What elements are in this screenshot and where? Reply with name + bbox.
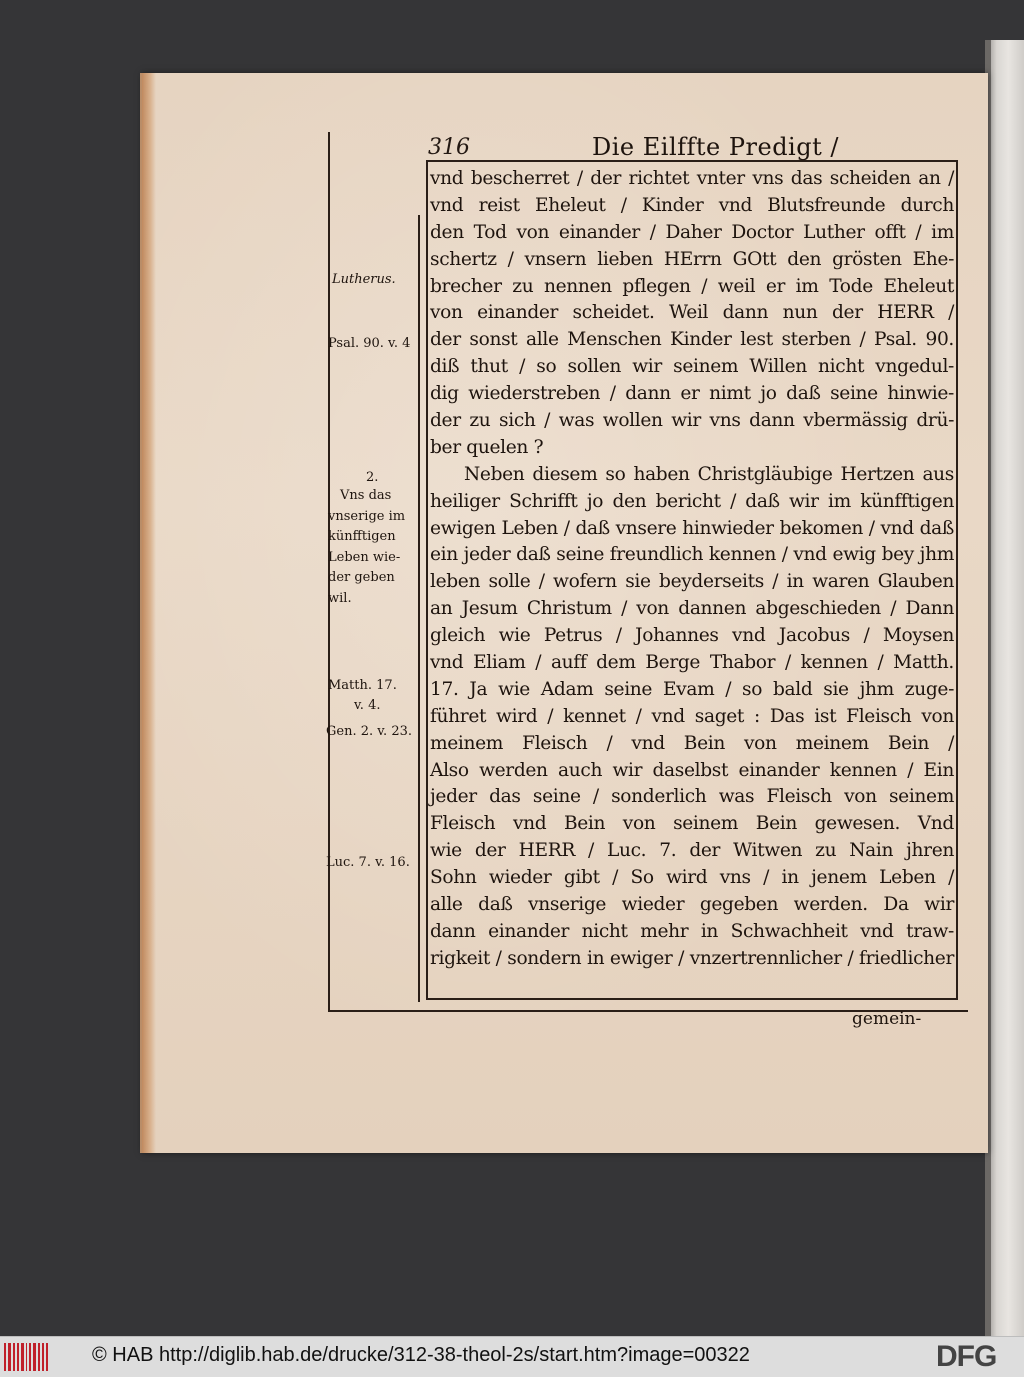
text-line: an Jesum Christum / von dannen abgeschieden / Dann bbox=[430, 598, 954, 620]
text-line: der zu sich / was wollen wir vns dann vbermässig drü- bbox=[430, 410, 954, 432]
text-line: Also werden auch wir daselbst einander kennen / Ein bbox=[430, 759, 954, 781]
text-line: dig wiederstreben / dann er nimt jo daß seine hinwie- bbox=[430, 383, 954, 405]
margin-note-lutherus: Lutherus. bbox=[332, 272, 396, 287]
text-line: vnd reist Eheleut / Kinder vnd Blutsfreunde durch bbox=[430, 194, 954, 216]
page-number: 316 bbox=[428, 135, 470, 160]
text-line: ewigen Leben / daß vnsere hinwieder bekomen / vnd daß bbox=[430, 517, 954, 539]
margin-note-gen: Gen. 2. v. 23. bbox=[326, 724, 412, 739]
text-line: brecher zu nennen pflegen / weil er im Tode Eheleut bbox=[430, 275, 954, 297]
text-line: diß thut / so sollen wir seinem Willen nicht vngedul- bbox=[430, 356, 954, 378]
text-line: leben solle / wofern sie beyderseits / in waren Glauben bbox=[430, 571, 954, 593]
text-line: ber quelen ? bbox=[430, 436, 544, 458]
margin-note-line: künfftigen bbox=[328, 529, 396, 544]
text-line: dann einander nicht mehr in Schwachheit vnd traw- bbox=[430, 920, 954, 942]
text-line: meinem Fleisch / vnd Bein von meinem Bein / bbox=[430, 732, 954, 754]
text-line: Neben diesem so haben Christgläubige Hertzen aus bbox=[464, 463, 954, 485]
copyright-link[interactable]: © HAB http://diglib.hab.de/drucke/312-38-theol-2s/start.htm?image=00322 bbox=[92, 1344, 750, 1366]
text-line: alle daß vnserige wieder gegeben werden. Da wir bbox=[430, 894, 954, 916]
margin-note-psalm: Psal. 90. v. 4 bbox=[328, 336, 411, 351]
margin-note-matth: Matth. 17. bbox=[328, 678, 397, 693]
text-line: vnd Eliam / auff dem Berge Thabor / kennen / Matth. bbox=[430, 652, 954, 674]
running-head: Die Eilffte Predigt / bbox=[592, 133, 839, 161]
text-line: jeder das seine / sonderlich was Fleisch von seinem bbox=[430, 786, 954, 808]
book-page bbox=[142, 73, 988, 1153]
margin-note-line: vnserige im bbox=[328, 508, 406, 524]
margin-note-matth-verse: v. 4. bbox=[354, 698, 381, 713]
text-line: rigkeit / sondern in ewiger / vnzertrennlicher / friedlicher bbox=[430, 947, 954, 969]
text-line: ein jeder daß seine freundlich kennen / vnd ewig bey jhm bbox=[430, 544, 954, 566]
text-line: gleich wie Petrus / Johannes vnd Jacobus / Moysen bbox=[430, 625, 954, 647]
margin-note-line: Vns das bbox=[340, 488, 392, 503]
text-line: den Tod von einander / Daher Doctor Luther offt / im bbox=[430, 221, 954, 243]
background-left bbox=[0, 0, 148, 1336]
margin-note-number: 2. bbox=[366, 470, 379, 485]
text-line: führet wird / kennet / vnd saget : Das ist Fleisch von bbox=[430, 705, 954, 727]
footer-bar bbox=[0, 1336, 1024, 1377]
text-line: Fleisch vnd Bein von seinem Bein gewesen. Vnd bbox=[430, 813, 954, 835]
text-line: 17. Ja wie Adam seine Evam / so bald sie jhm zuge- bbox=[430, 678, 954, 700]
text-line: schertz / vnsern lieben HErrn GOtt den grösten Ehe- bbox=[430, 248, 954, 270]
text-line: heiliger Schrifft jo den bericht / daß wir im künfftigen bbox=[430, 490, 954, 512]
text-line: von einander scheidet. Weil dann nun der HERR / bbox=[430, 302, 954, 324]
margin-note-block bbox=[328, 486, 416, 609]
text-line: wie der HERR / Luc. 7. der Witwen zu Nain jhren bbox=[430, 840, 954, 862]
margin-note-line: der geben bbox=[328, 570, 395, 585]
body-text bbox=[430, 166, 954, 973]
text-line: Sohn wieder gibt / So wird vns / in jenem Leben / bbox=[430, 867, 954, 889]
margin-note-line: wil. bbox=[328, 590, 352, 606]
page-edge bbox=[142, 73, 156, 1153]
margin-rule bbox=[418, 215, 420, 1002]
margin-note-line: Leben wie- bbox=[328, 549, 401, 565]
dfg-logo: DFG bbox=[936, 1340, 997, 1373]
adjacent-page-edge bbox=[985, 40, 1024, 1336]
text-line: der sonst alle Menschen Kinder lest sterben / Psal. 90. bbox=[430, 329, 954, 351]
catchword: gemein- bbox=[852, 1009, 922, 1029]
barcode-icon bbox=[4, 1343, 48, 1371]
text-line: vnd bescherret / der richtet vnter vns das scheiden an / bbox=[430, 168, 954, 189]
margin-note-luc: Luc. 7. v. 16. bbox=[326, 855, 410, 870]
